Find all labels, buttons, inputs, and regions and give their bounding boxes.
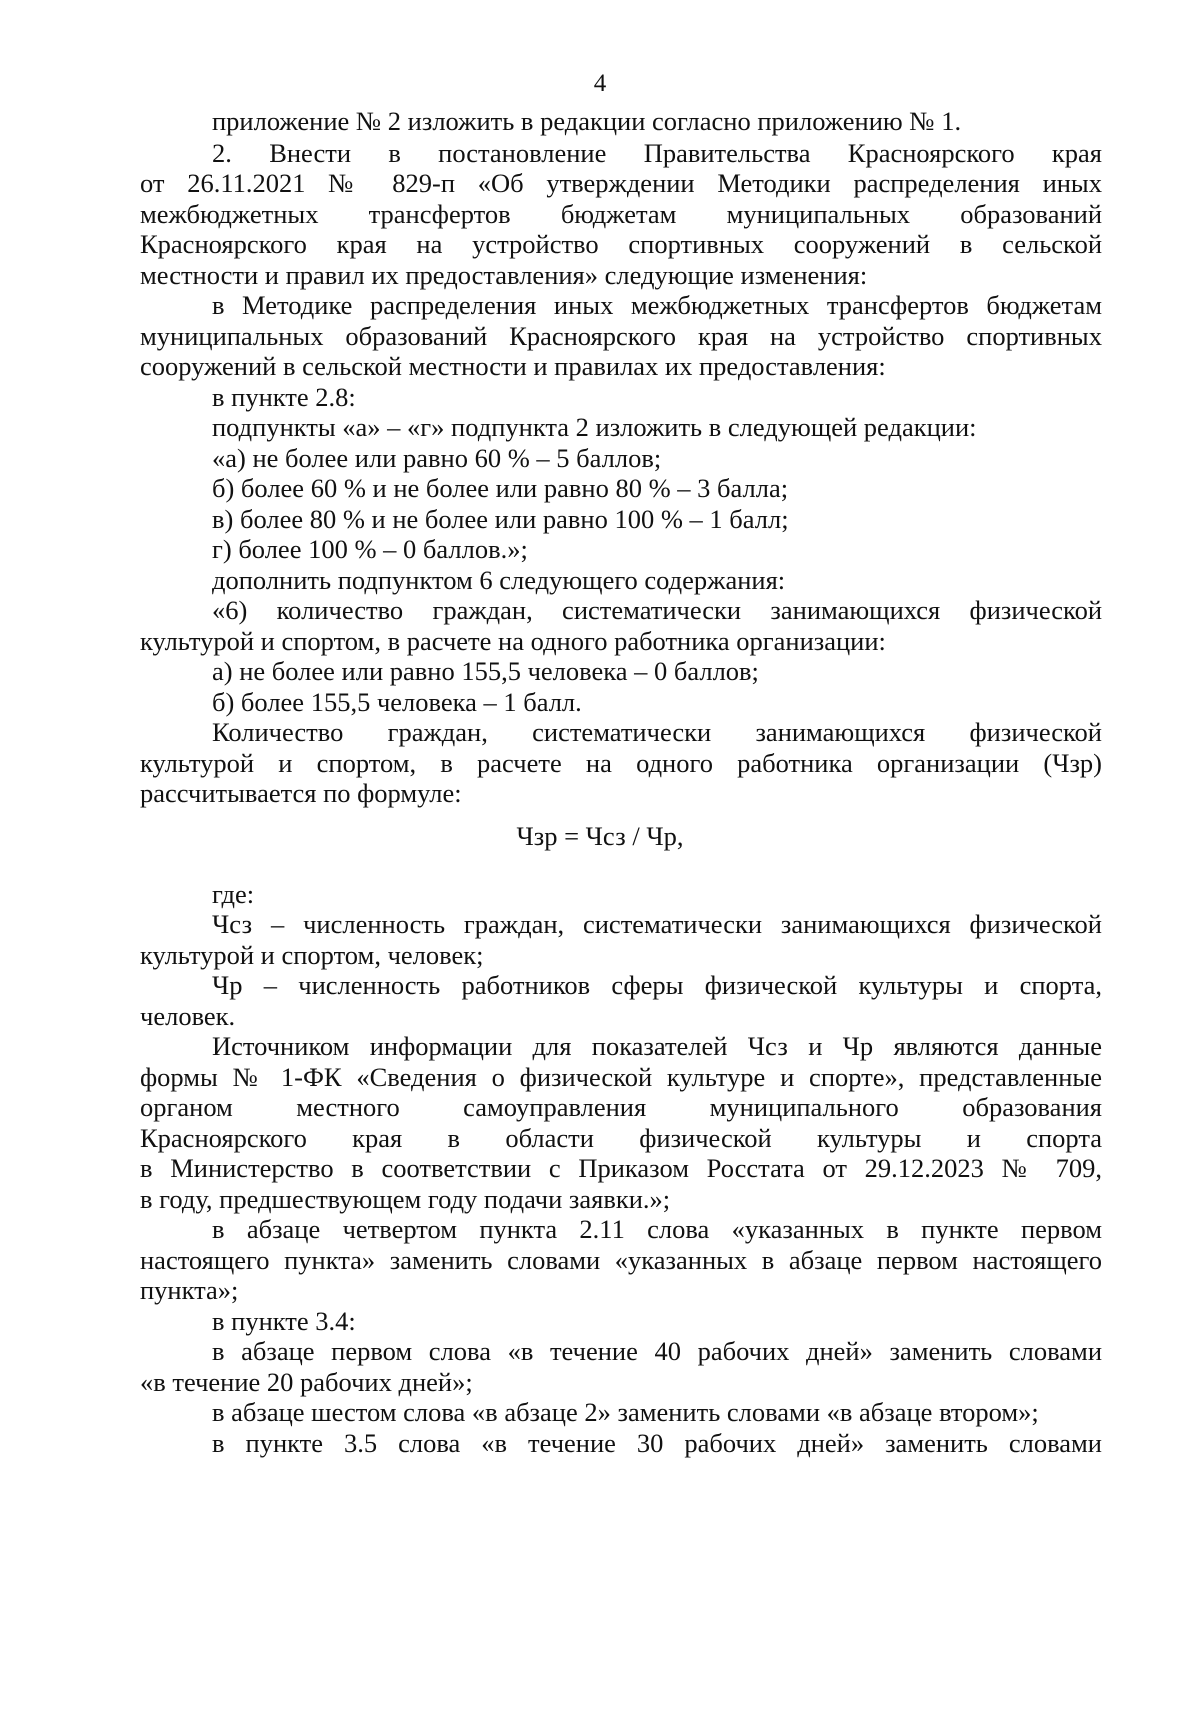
text-line: в пункте 3.4:	[212, 1306, 356, 1336]
text-line: культурой и спортом, человек;	[140, 940, 484, 970]
text-line: культурой и спортом, в расчете на одного работника организации:	[140, 626, 886, 656]
text-line: в абзаце первом слова «в течение 40 рабочих дней» заменить словами	[212, 1336, 1102, 1366]
text-line: а) не более или равно 155,5 человека – 0 баллов;	[212, 656, 759, 686]
text-line: «а) не более или равно 60 % – 5 баллов;	[212, 443, 662, 473]
text-line: человек.	[140, 1001, 236, 1031]
text-line: б) более 155,5 человека – 1 балл.	[212, 687, 582, 717]
text-line: муниципальных образований Красноярского края на устройство спортивных	[140, 321, 1102, 351]
text-line: Чсз – численность граждан, систематически занимающихся физической	[212, 909, 1102, 939]
text-line: настоящего пункта» заменить словами «указанных в абзаце первом настоящего	[140, 1245, 1102, 1275]
text-line: в) более 80 % и не более или равно 100 % – 1 балл;	[212, 504, 789, 534]
text-line: Количество граждан, систематически занимающихся физической	[212, 717, 1102, 747]
text-line: где:	[212, 879, 255, 909]
text-line: в пункте 3.5 слова «в течение 30 рабочих дней» заменить словами	[212, 1428, 1102, 1458]
text-line: в абзаце четвертом пункта 2.11 слова «указанных в пункте первом	[212, 1214, 1102, 1244]
text-line: Источником информации для показателей Чсз и Чр являются данные	[212, 1031, 1102, 1061]
text-line: дополнить подпунктом 6 следующего содержания:	[212, 565, 786, 595]
text-line: приложение № 2 изложить в редакции согласно приложению № 1.	[212, 106, 962, 136]
text-line: в Министерство в соответствии с Приказом Росстата от 29.12.2023 № 709,	[140, 1153, 1102, 1183]
text-line: органом местного самоуправления муниципального образования	[140, 1092, 1102, 1122]
text-line: в абзаце шестом слова «в абзаце 2» заменить словами «в абзаце втором»;	[212, 1397, 1039, 1427]
text-line: Красноярского края на устройство спортивных сооружений в сельской	[140, 229, 1102, 259]
formula: Чзр = Чсз / Чр,	[516, 821, 684, 851]
text-line: г) более 100 % – 0 баллов.»;	[212, 534, 528, 564]
text-line: Чр – численность работников сферы физической культуры и спорта,	[212, 970, 1102, 1000]
text-line: пункта»;	[140, 1275, 239, 1305]
page-number: 4	[593, 70, 607, 97]
text-line: «6) количество граждан, систематически занимающихся физической	[212, 595, 1102, 625]
text-line: б) более 60 % и не более или равно 80 % – 3 балла;	[212, 473, 789, 503]
text-line: подпункты «а» – «г» подпункта 2 изложить в следующей редакции:	[212, 412, 977, 442]
text-line: сооружений в сельской местности и правилах их предоставления:	[140, 351, 886, 381]
text-line: формы № 1-ФК «Сведения о физической культуре и спорте», представленные	[140, 1062, 1102, 1092]
text-line: в году, предшествующем году подачи заявки.»;	[140, 1184, 671, 1214]
text-line: в Методике распределения иных межбюджетных трансфертов бюджетам	[212, 290, 1102, 320]
text-line: культурой и спортом, в расчете на одного работника организации (Чзр)	[140, 748, 1102, 778]
text-line: рассчитывается по формуле:	[140, 778, 462, 808]
text-line: в пункте 2.8:	[212, 382, 356, 412]
text-line: от 26.11.2021 № 829-п «Об утверждении Методики распределения иных	[140, 168, 1102, 198]
text-line: Красноярского края в области физической культуры и спорта	[140, 1123, 1102, 1153]
text-line: «в течение 20 рабочих дней»;	[140, 1367, 473, 1397]
text-line: межбюджетных трансфертов бюджетам муниципальных образований	[140, 199, 1102, 229]
text-line: местности и правил их предоставления» следующие изменения:	[140, 260, 868, 290]
text-line: 2. Внести в постановление Правительства Красноярского края	[212, 138, 1102, 168]
